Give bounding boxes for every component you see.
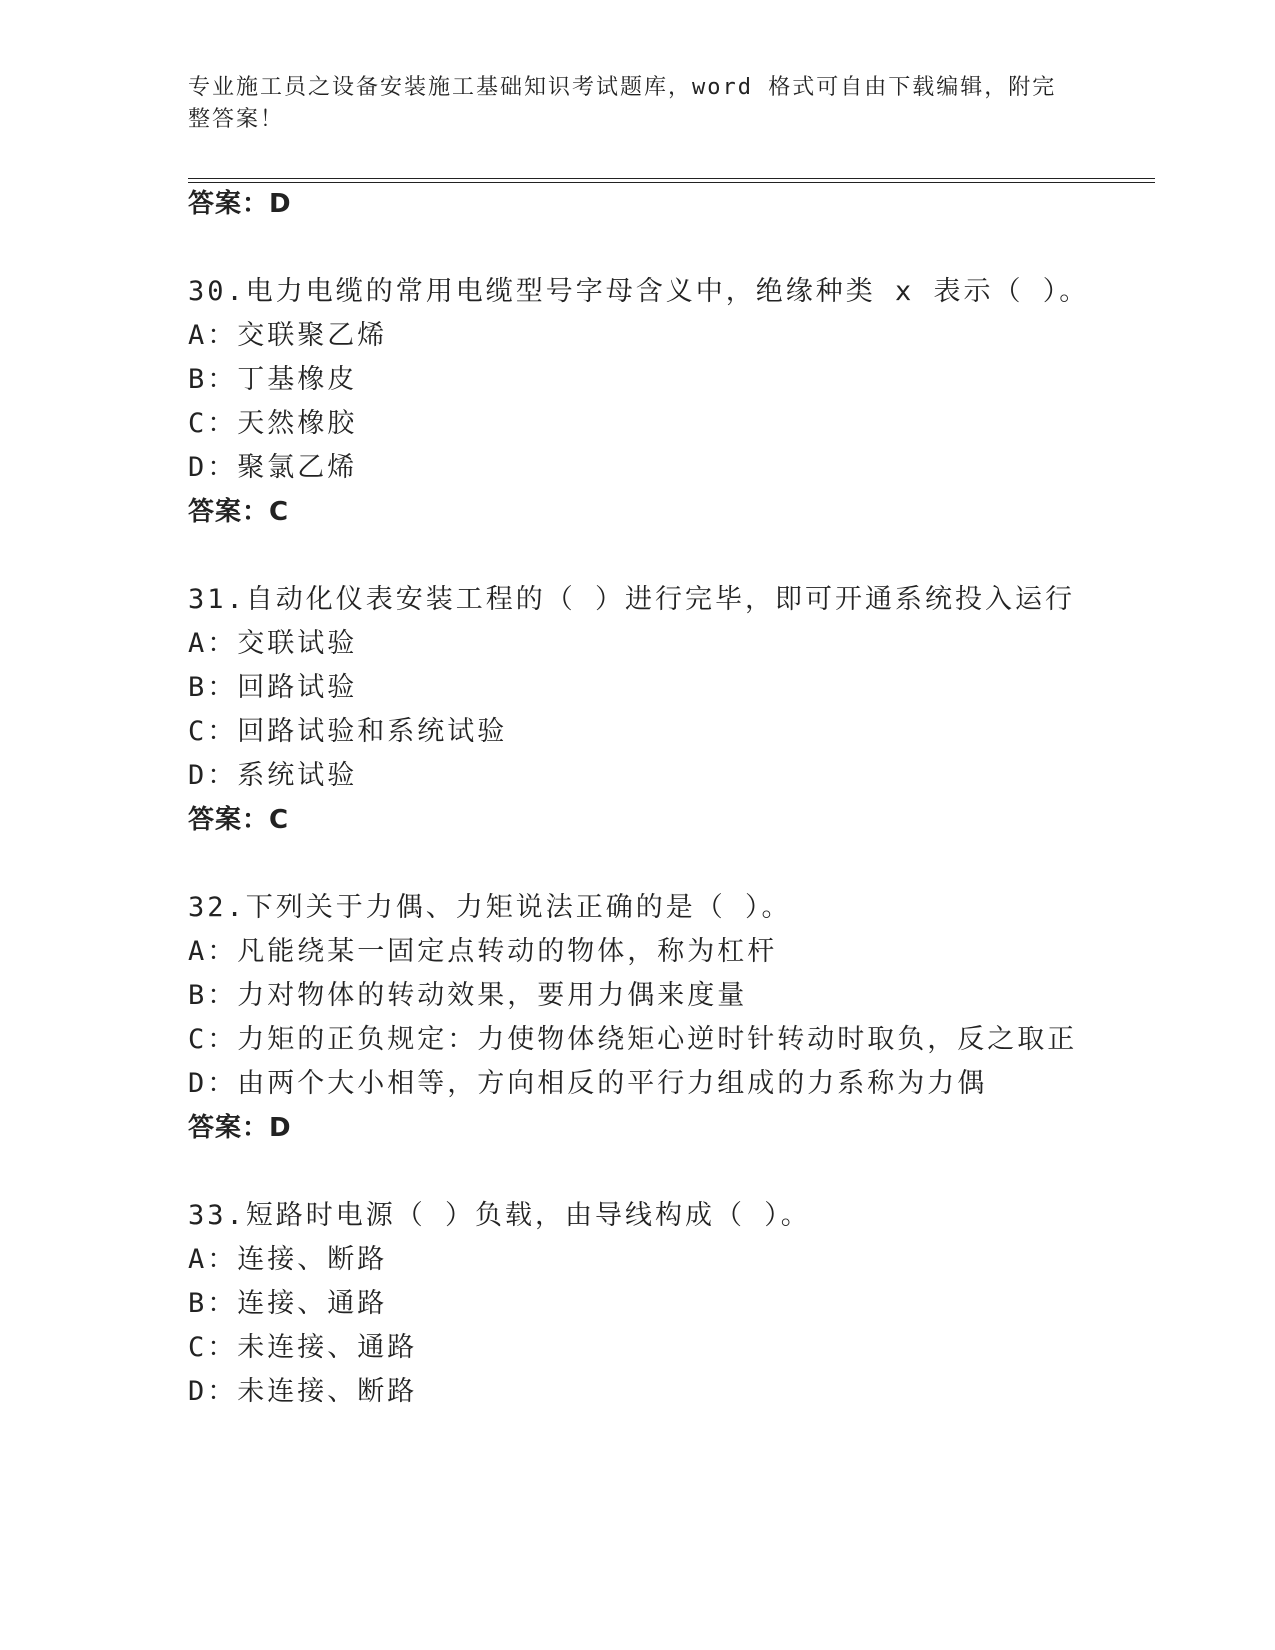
question-32-option-c: C：力矩的正负规定：力使物体绕矩心逆时针转动时取负，反之取正 bbox=[188, 1024, 1078, 1055]
question-33-option-d: D：未连接、断路 bbox=[188, 1376, 418, 1407]
header-rule-top bbox=[188, 178, 1155, 179]
question-33-option-a: A：连接、断路 bbox=[188, 1244, 388, 1275]
question-31-option-a: A：交联试验 bbox=[188, 628, 358, 659]
question-31-stem: 31.自动化仪表安装工程的（ ）进行完毕，即可开通系统投入运行 bbox=[188, 584, 1076, 615]
question-31-answer: 答案：C bbox=[188, 805, 290, 835]
question-32-answer: 答案：D bbox=[188, 1113, 292, 1143]
question-31-option-b: B：回路试验 bbox=[188, 672, 358, 703]
question-33-option-b: B：连接、通路 bbox=[188, 1288, 388, 1319]
question-30-option-b: B：丁基橡皮 bbox=[188, 364, 358, 395]
question-32-option-b: B：力对物体的转动效果，要用力偶来度量 bbox=[188, 980, 748, 1011]
question-33-option-c: C：未连接、通路 bbox=[188, 1332, 418, 1363]
question-30-option-c: C：天然橡胶 bbox=[188, 408, 358, 439]
question-30-option-d: D：聚氯乙烯 bbox=[188, 452, 358, 483]
question-31-option-c: C：回路试验和系统试验 bbox=[188, 716, 508, 747]
question-32-option-d: D：由两个大小相等，方向相反的平行力组成的力系称为力偶 bbox=[188, 1068, 988, 1099]
question-30-answer: 答案：C bbox=[188, 497, 290, 527]
header-rule-bottom bbox=[188, 182, 1155, 183]
document-header: 专业施工员之设备安装施工基础知识考试题库，word 格式可自由下载编辑，附完整答案！ bbox=[188, 75, 1057, 132]
question-31-option-d: D：系统试验 bbox=[188, 760, 358, 791]
question-30-option-a: A：交联聚乙烯 bbox=[188, 320, 388, 351]
question-32-option-a: A：凡能绕某一固定点转动的物体，称为杠杆 bbox=[188, 936, 778, 967]
answer-prev: 答案：D bbox=[188, 189, 292, 219]
question-30-stem: 30.电力电缆的常用电缆型号字母含义中，绝缘种类 x 表示（ ）。 bbox=[188, 276, 1090, 307]
question-33-stem: 33.短路时电源（ ）负载，由导线构成（ ）。 bbox=[188, 1200, 811, 1231]
question-32-stem: 32.下列关于力偶、力矩说法正确的是（ ）。 bbox=[188, 892, 792, 923]
